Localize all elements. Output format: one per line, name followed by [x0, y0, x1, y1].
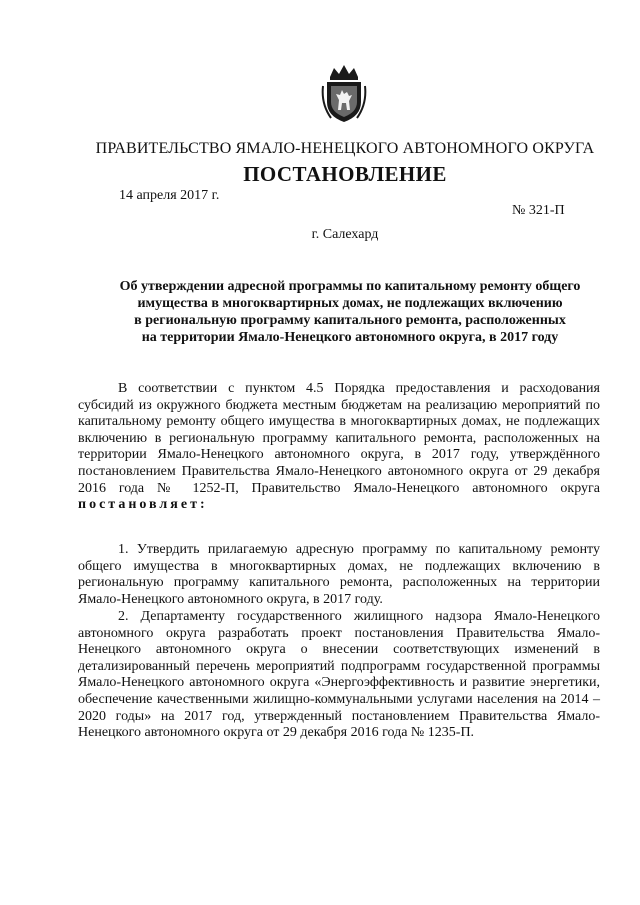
preamble-paragraph — [78, 381, 600, 514]
document-type: ПОСТАНОВЛЕНИЕ — [243, 162, 447, 186]
preamble-text: В соответствии с пунктом 4.5 Порядка предоставления и расходования субсидий из окружного бюджета местным бюджетам на реализацию мероприятий по капитальному ремонту общего имущества в многоквартирных домах, не подлежащих включению в региональную программу капитального ремонта, расположенных на территории Ямало-Ненецкого автономного округа, в 2017 году, утверждённого постановлением Правительства Ямало-Ненецкого автономного округа от 29 декабря 2016 года № 1252-П, Правительство Ямало-Ненецкого автономного округа — [78, 381, 600, 496]
item-paragraph-1: 1. Утвердить прилагаемую адресную программу по капитальному ремонту общего имущества в многоквартирных домах, не подлежащих включению в региональную программу капитального ремонта, расположенных на территории Ямало-Ненецкого автономного округа, в 2017 году. — [78, 542, 600, 607]
subject-line: Об утверждении адресной программы по капитальному ремонту общего — [119, 279, 581, 294]
document-city: г. Салехард — [311, 227, 379, 242]
document-number: № 321-П — [512, 203, 565, 218]
document-subject — [100, 278, 600, 346]
subject-line: в региональную программу капитального ремонта, расположенных — [134, 313, 566, 328]
item-paragraph-2: 2. Департаменту государственного жилищного надзора Ямало-Ненецкого автономного округа разработать проект постановления Правительства Ямало-Ненецкого автономного округа о внесении соответствующих изменений в детализированный перечень мероприятий подпрограмм государственной программы Ямало-Ненецкого автономного округа «Энергоэффективность и развитие энергетики, обеспечение качественными жилищно-коммунальными услугами населения на 2014 – 2020 годы» на 2017 год, утвержденный постановлением Правительства Ямало-Ненецкого автономного округа от 29 декабря 2016 года № 1235-П. — [78, 609, 600, 741]
subject-line: на территории Ямало-Ненецкого автономного округа, в 2017 году — [141, 330, 559, 345]
coat-of-arms-icon — [321, 64, 367, 124]
government-name: ПРАВИТЕЛЬСТВО ЯМАЛО-НЕНЕЦКОГО АВТОНОМНОГО ОКРУГА — [95, 140, 595, 157]
subject-line: имущества в многоквартирных домах, не подлежащих включению — [137, 296, 563, 311]
decree-word: постановляет: — [78, 497, 208, 513]
document-date: 14 апреля 2017 г. — [119, 188, 220, 203]
